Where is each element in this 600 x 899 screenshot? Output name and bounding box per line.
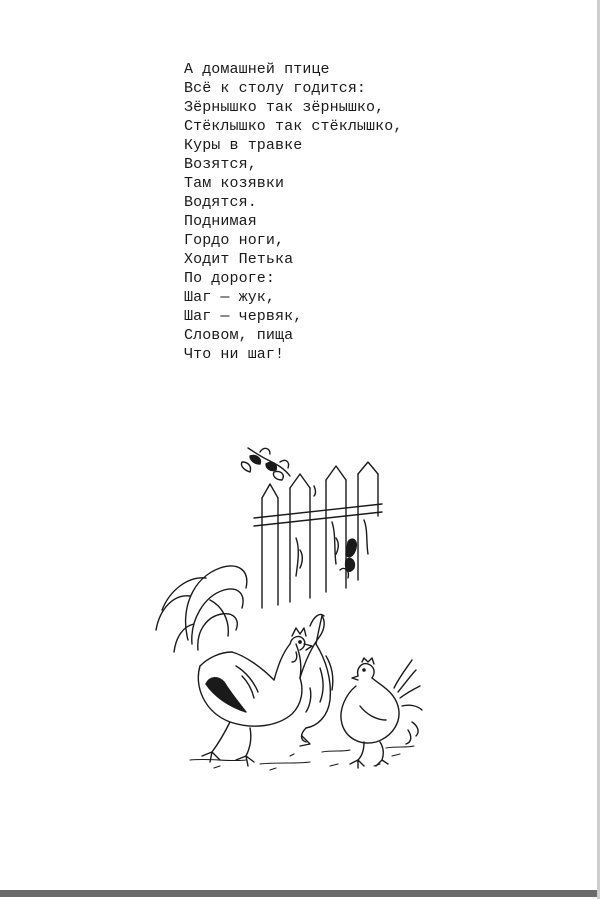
poem-line: Шаг — червяк, [184, 308, 303, 325]
poem-line: Стёклышко так стёклышко, [184, 118, 403, 135]
poem-line: Словом, пища [184, 327, 294, 344]
poem-line: Всё к столу годится: [184, 80, 367, 97]
poem-text [184, 60, 484, 364]
poem-line: По дороге: [184, 270, 276, 287]
poem-line: Гордо ноги, [184, 232, 285, 249]
ground-icon [190, 746, 414, 770]
poem-line: Зёрнышко так зёрнышко, [184, 99, 385, 116]
poem-line: А домашней птице [184, 61, 330, 78]
poem-line: Возятся, [184, 156, 257, 173]
poem-line: Что ни шаг! [184, 346, 285, 363]
rooster-icon [156, 566, 312, 766]
poem-line: Шаг — жук, [184, 289, 276, 306]
hen-icon [341, 658, 422, 768]
branch-icon [241, 448, 290, 480]
page-bottom-edge [0, 890, 600, 897]
fence-icon [254, 462, 382, 608]
poem-line: Поднимая [184, 213, 257, 230]
rooster-and-hens-by-fence-icon [150, 430, 450, 775]
poem-line: Водятся. [184, 194, 257, 211]
poem-line: Куры в травке [184, 137, 303, 154]
poem-line: Там козявки [184, 175, 285, 192]
poem-line: Ходит Петька [184, 251, 294, 268]
